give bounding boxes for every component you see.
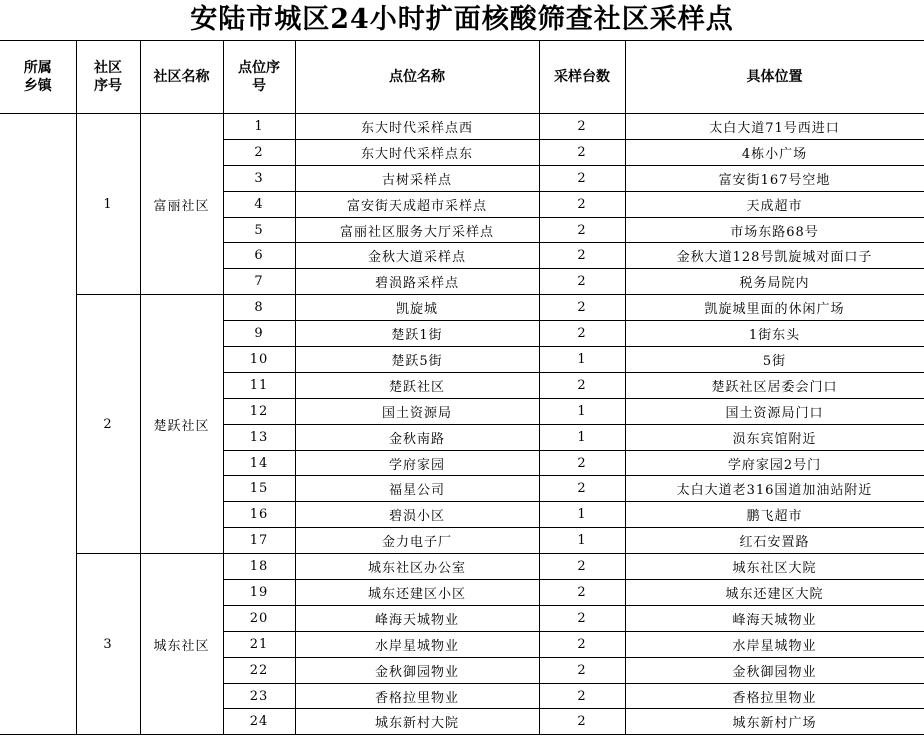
page-title: 安陆市城区24小时扩面核酸筛查社区采样点 [190,4,734,35]
point-no-cell: 23 [223,683,295,709]
device-count-cell: 2 [539,476,625,502]
point-name-cell: 福星公司 [295,476,539,502]
point-name-cell: 东大时代采样点西 [295,114,539,140]
device-count-cell: 2 [539,217,625,243]
community-name-cell: 楚跃社区 [140,295,223,554]
device-count-cell: 1 [539,398,625,424]
table-body [0,114,924,735]
point-no-cell: 14 [223,450,295,476]
table-row [0,114,924,140]
location-cell: 太白大道71号西进口 [625,114,924,140]
location-cell: 城东社区大院 [625,554,924,580]
location-cell: 税务局院内 [625,269,924,295]
device-count-cell: 2 [539,269,625,295]
header-location: 具体位置 [625,41,924,114]
point-no-cell: 9 [223,321,295,347]
community-no-cell: 1 [76,114,140,295]
location-cell: 1街东头 [625,321,924,347]
device-count-cell: 2 [539,114,625,140]
point-no-cell: 11 [223,372,295,398]
point-no-cell: 22 [223,657,295,683]
location-cell: 峰海天城物业 [625,605,924,631]
point-name-cell: 水岸星城物业 [295,631,539,657]
point-name-cell: 富安街天成超市采样点 [295,191,539,217]
device-count-cell: 1 [539,347,625,373]
point-name-cell: 碧涢路采样点 [295,269,539,295]
point-no-cell: 6 [223,243,295,269]
point-name-cell: 楚跃5街 [295,347,539,373]
point-no-cell: 24 [223,709,295,735]
community-name-cell: 城东社区 [140,554,223,735]
point-name-cell: 城东社区办公室 [295,554,539,580]
location-cell: 太白大道老316国道加油站附近 [625,476,924,502]
table-row [0,554,924,580]
point-name-cell: 金秋南路 [295,424,539,450]
point-no-cell: 1 [223,114,295,140]
location-cell: 楚跃社区居委会门口 [625,372,924,398]
point-no-cell: 7 [223,269,295,295]
community-name-cell: 富丽社区 [140,114,223,295]
location-cell: 学府家园2号门 [625,450,924,476]
device-count-cell: 2 [539,191,625,217]
point-no-cell: 8 [223,295,295,321]
device-count-cell: 2 [539,605,625,631]
point-name-cell: 碧涢小区 [295,502,539,528]
location-cell: 富安街167号空地 [625,165,924,191]
location-cell: 国土资源局门口 [625,398,924,424]
device-count-cell: 2 [539,554,625,580]
point-name-cell: 楚跃社区 [295,372,539,398]
device-count-cell: 2 [539,243,625,269]
location-cell: 金秋大道128号凯旋城对面口子 [625,243,924,269]
community-no-cell: 2 [76,295,140,554]
device-count-cell: 2 [539,165,625,191]
device-count-cell: 2 [539,372,625,398]
town-cell [0,114,76,735]
location-cell: 城东还建区大院 [625,580,924,606]
point-no-cell: 19 [223,580,295,606]
point-name-cell: 古树采样点 [295,165,539,191]
location-cell: 5街 [625,347,924,373]
point-name-cell: 楚跃1街 [295,321,539,347]
device-count-cell: 1 [539,502,625,528]
device-count-cell: 2 [539,709,625,735]
location-cell: 凯旋城里面的休闲广场 [625,295,924,321]
location-cell: 城东新村广场 [625,709,924,735]
point-no-cell: 16 [223,502,295,528]
location-cell: 水岸星城物业 [625,631,924,657]
point-no-cell: 18 [223,554,295,580]
point-name-cell: 峰海天城物业 [295,605,539,631]
point-name-cell: 金力电子厂 [295,528,539,554]
point-no-cell: 3 [223,165,295,191]
device-count-cell: 2 [539,295,625,321]
point-name-cell: 学府家园 [295,450,539,476]
header-community-no: 社区 序号 [76,41,140,114]
device-count-cell: 2 [539,139,625,165]
point-name-cell: 东大时代采样点东 [295,139,539,165]
sampling-points-table [0,40,924,735]
point-name-cell: 凯旋城 [295,295,539,321]
header-town: 所属 乡镇 [0,41,76,114]
point-no-cell: 2 [223,139,295,165]
point-name-cell: 国土资源局 [295,398,539,424]
point-no-cell: 10 [223,347,295,373]
header-community-name: 社区名称 [140,41,223,114]
device-count-cell: 2 [539,631,625,657]
point-no-cell: 5 [223,217,295,243]
community-no-cell: 3 [76,554,140,735]
point-name-cell: 城东还建区小区 [295,580,539,606]
point-no-cell: 20 [223,605,295,631]
location-cell: 天成超市 [625,191,924,217]
location-cell: 红石安置路 [625,528,924,554]
device-count-cell: 2 [539,580,625,606]
header-row [0,41,924,114]
header-point-no: 点位序 号 [223,41,295,114]
point-name-cell: 金秋大道采样点 [295,243,539,269]
header-point-name: 点位名称 [295,41,539,114]
header-device-count: 采样台数 [539,41,625,114]
point-name-cell: 城东新村大院 [295,709,539,735]
point-no-cell: 13 [223,424,295,450]
point-no-cell: 12 [223,398,295,424]
device-count-cell: 2 [539,657,625,683]
location-cell: 香格拉里物业 [625,683,924,709]
location-cell: 市场东路68号 [625,217,924,243]
device-count-cell: 1 [539,528,625,554]
location-cell: 鹏飞超市 [625,502,924,528]
location-cell: 涢东宾馆附近 [625,424,924,450]
device-count-cell: 2 [539,683,625,709]
device-count-cell: 1 [539,424,625,450]
point-no-cell: 4 [223,191,295,217]
location-cell: 金秋御园物业 [625,657,924,683]
device-count-cell: 2 [539,450,625,476]
point-name-cell: 香格拉里物业 [295,683,539,709]
point-no-cell: 15 [223,476,295,502]
point-no-cell: 21 [223,631,295,657]
point-name-cell: 富丽社区服务大厅采样点 [295,217,539,243]
table-row [0,295,924,321]
location-cell: 4栋小广场 [625,139,924,165]
device-count-cell: 2 [539,321,625,347]
point-no-cell: 17 [223,528,295,554]
point-name-cell: 金秋御园物业 [295,657,539,683]
